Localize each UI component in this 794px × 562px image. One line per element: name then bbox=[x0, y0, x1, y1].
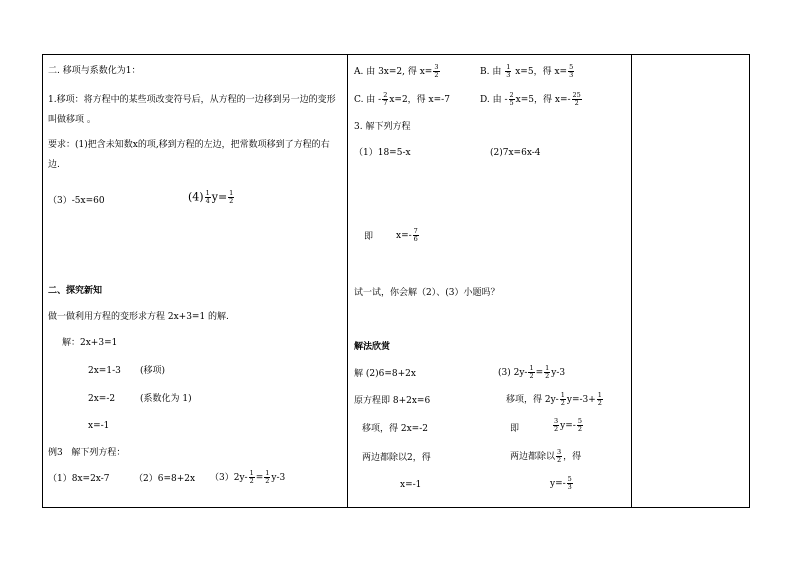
exercise-3: （3）-5x=60 bbox=[48, 196, 105, 206]
showcase-2-step-1: 原方程即 8+2x=6 bbox=[354, 396, 431, 406]
solution-step-2: 2x=1-3 bbox=[88, 366, 121, 376]
exercise-4: (4) $\frac{1}{4}$ y= $\frac{1}{2}$ bbox=[188, 189, 234, 205]
question-3-item-2: (2)7x=6x-4 bbox=[490, 148, 541, 158]
try-it-prompt: 试一试，你会解（2）、(3）小题吗？ bbox=[354, 288, 500, 298]
solution-step-4: x=-1 bbox=[88, 421, 110, 431]
column-divider-1 bbox=[347, 55, 348, 507]
solution-step-3: 2x=-2 bbox=[88, 394, 116, 404]
definition-line-2: 叫做移项 。 bbox=[48, 115, 96, 125]
namely-result: x=- $\frac{7}{6}$ bbox=[396, 227, 418, 243]
showcase-3-namely: 即 bbox=[510, 424, 520, 434]
example-3-item-1: （1）8x=2x-7 bbox=[48, 474, 110, 484]
showcase-2-answer: x=-1 bbox=[400, 480, 422, 490]
column-divider-2 bbox=[631, 55, 632, 507]
section-heading-move-terms: 二. 移项与系数化为1： bbox=[48, 66, 141, 76]
definition-line-1: 1.移项：将方程中的某些项改变符号后，从方程的一边移到另一边的变形 bbox=[48, 95, 336, 105]
showcase-3-answer: y=- $\frac{5}{3}$ bbox=[550, 475, 572, 491]
choice-a: A. 由 3x=2, 得 x= $\frac{3}{2}$ bbox=[354, 63, 439, 79]
requirement-line-2: 边. bbox=[48, 160, 60, 170]
showcase-3-step-2: $\frac{3}{2}$ y=- $\frac{5}{2}$ bbox=[554, 417, 582, 433]
solution-step-3-note: (系数化为 1) bbox=[140, 394, 192, 404]
showcase-2-start: 解 (2)6=8+2x bbox=[354, 369, 416, 379]
choice-c: C. 由 - $\frac{2}{7}$ x=2，得 x=-7 bbox=[354, 91, 450, 107]
example-3-item-2: （2）6=8+2x bbox=[134, 474, 196, 484]
choice-b: B. 由 $\frac{1}{3}$ x=5，得 x= $\frac{5}{3}$ bbox=[480, 63, 574, 79]
showcase-3-step-1: 移项，得 2y- $\frac{1}{2}$ y=-3+ $\frac{1}{2}$ bbox=[506, 391, 602, 407]
namely-label: 即 bbox=[364, 232, 374, 242]
choice-d: D. 由 - $\frac{2}{5}$ x=5，得 x=- $\frac{25}{2}$ bbox=[480, 91, 581, 107]
question-3-heading: 3. 解下列方程 bbox=[354, 122, 411, 132]
showcase-2-step-2: 移项，得 2x=-2 bbox=[362, 424, 428, 434]
showcase-3-start: (3) 2y- $\frac{1}{2}$ = $\frac{1}{2}$ y-3 bbox=[498, 364, 566, 380]
showcase-3-step-3: 两边都除以 $\frac{3}{2}$ ，得 bbox=[510, 448, 582, 464]
example-3-item-3: （3）2y- $\frac{1}{2}$ = $\frac{1}{2}$ y-3 bbox=[210, 469, 286, 485]
showcase-2-step-3: 两边都除以2，得 bbox=[362, 453, 431, 463]
section-heading-explore: 二、探究新知 bbox=[48, 286, 103, 296]
requirement-line-1: 要求：(1)把含未知数x的项,移到方程的左边，把常数项移到了方程的右 bbox=[48, 140, 330, 150]
solution-showcase-heading: 解法欣赏 bbox=[354, 342, 391, 352]
try-prompt: 做一做利用方程的变形求方程 2x+3=1 的解. bbox=[48, 312, 229, 322]
question-3-item-1: （1）18=5-x bbox=[354, 148, 411, 158]
solution-step-2-note: (移项) bbox=[140, 366, 166, 376]
example-3-heading: 例3 解下列方程： bbox=[48, 448, 126, 458]
solution-step-1: 解：2x+3=1 bbox=[62, 338, 118, 348]
